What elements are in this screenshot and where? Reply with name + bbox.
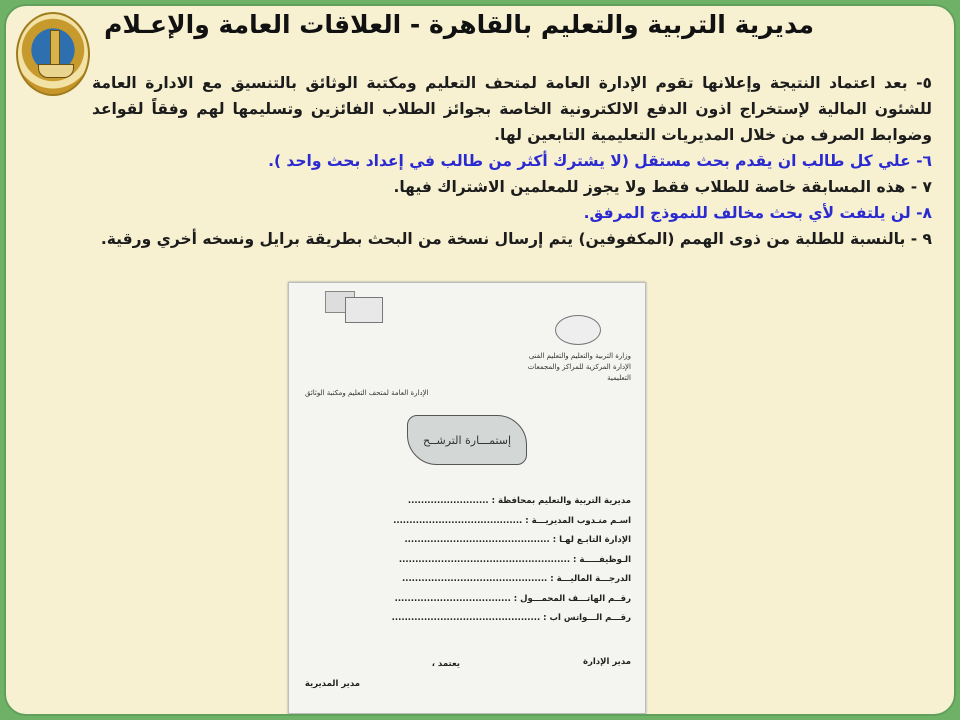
instruction-9: ٩ - بالنسبة للطلبة من ذوى الهمم (المكفوفين) يتم إرسال نسخة من البحث بطريقة برايل ونسخه أخري ورقية. [100, 230, 932, 248]
instruction-7: ٧ - هذه المسابقة خاصة للطلاب فقط ولا يجوز للمعلمين الاشتراك فيها. [393, 178, 932, 196]
form-row: الإدارة التابـع لهـا : ............................................. [404, 535, 631, 545]
nomination-form-image [288, 282, 646, 714]
sign-directorate: مدير المديرية [304, 679, 360, 689]
form-row: رقـــم الـــواتس آب : .............................................. [391, 613, 631, 623]
ministry-line-2: الإدارة المركزية للمراكز والمجمعات التعليمية [527, 363, 631, 382]
admin-heading: الإدارة العامة لمتحف التعليم ومكتبة الوثائق [305, 389, 429, 397]
slide-panel [4, 4, 956, 716]
instruction-5: ٥- بعد اعتماد النتيجة وإعلانها تقوم الإدارة العامة لمتحف التعليم ومكتبة الوثائق بالتنسيق مع الادارة العامة للشئون المالية لإستخراج اذون الدفع الالكترونية الخاصة بجوائز الطلاب الفائزين وتسليمها لهم وفقاً لقواعد وضوابط الصرف من خلال المديريات التعليمية التابعين لها. [92, 74, 932, 144]
ministry-line-1: وزارة التربية والتعليم والتعليم الفنى [528, 352, 631, 360]
form-row: الدرجـــة الماليـــة : ............................................. [401, 574, 631, 584]
instruction-6: ٦- علي كل طالب ان يقدم بحث مستقل (لا يشترك أكثر من طالب في إعداد بحث واحد ). [268, 152, 932, 170]
ministry-heading [511, 351, 631, 384]
directorate-logo [16, 12, 90, 96]
ministry-seal-icon [555, 315, 601, 345]
form-fields [331, 496, 631, 633]
logo-book-icon [38, 64, 74, 78]
museum-logo-icon [345, 297, 383, 323]
form-row: مديرية التربية والتعليم بمحافظة : ......................... [407, 496, 631, 506]
instructions-text [92, 70, 932, 252]
page-title: مديرية التربية والتعليم بالقاهرة - العلاقات العامة والإعـلام [104, 10, 814, 39]
form-row: الـوظيفـــــة : ..................................................... [398, 554, 631, 565]
form-row: اسـم منـدوب المديريـــة : ........................................ [393, 515, 631, 526]
form-banner: إستمـــارة الترشــح [407, 415, 527, 465]
sign-approve: يعتمد ، [431, 659, 460, 669]
form-row: رقــم الهاتـــف المحمـــول : .................................... [394, 593, 631, 604]
instruction-8: ٨- لن يلتفت لأي بحث مخالف للنموذج المرفق. [583, 204, 932, 222]
sign-director: مدير الإدارة [582, 657, 631, 667]
